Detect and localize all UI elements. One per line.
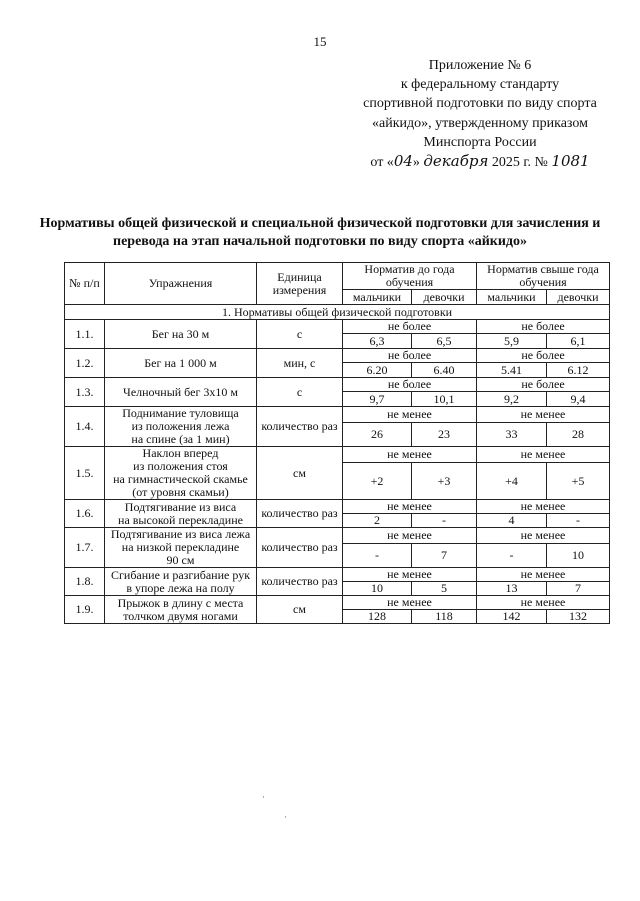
row-num: 1.3. [65,378,105,407]
row-exercise: Челночный бег 3х10 м [105,378,257,407]
row-value: 33 [477,423,547,447]
row-condition-first: не менее [343,528,477,544]
row-unit: с [257,378,343,407]
row-condition-first: не более [343,349,477,363]
page-number: 15 [313,34,327,49]
row-num: 1.6. [65,500,105,528]
row-value: 118 [412,610,477,624]
table-row [65,596,610,610]
row-num: 1.2. [65,349,105,378]
header-boys: мальчики [343,290,412,305]
appendix-line: к федеральному стандарту [400,77,560,93]
row-value: 10 [547,544,610,568]
row-exercise: Бег на 30 м [105,320,257,349]
table-row [65,407,610,423]
appendix-block [330,56,630,172]
scan-speck: · [284,812,287,822]
appendix-line: Приложение № 6 [428,58,532,73]
row-condition-first: не менее [343,447,477,463]
row-unit: мин, с [257,349,343,378]
row-unit: количество раз [257,568,343,596]
table-row [65,568,610,582]
row-value: - [412,514,477,528]
row-value: 7 [412,544,477,568]
row-value: 9,4 [547,392,610,407]
row-value: 6.12 [547,363,610,378]
row-condition-after: не более [477,378,610,392]
row-value: 5.41 [477,363,547,378]
row-value: 9,7 [343,392,412,407]
row-value: 5,9 [477,334,547,349]
row-unit: количество раз [257,407,343,447]
table-row [65,349,610,363]
date-year: 2025 г. № [491,155,548,171]
header-girls: девочки [412,290,477,305]
row-unit: количество раз [257,528,343,568]
row-value: +4 [477,463,547,500]
row-unit: см [257,596,343,624]
row-value: 23 [412,423,477,447]
row-value: 6.40 [412,363,477,378]
row-condition-first: не менее [343,568,477,582]
header-first-year: Норматив до года обучения [343,263,477,290]
row-num: 1.7. [65,528,105,568]
row-value: - [547,514,610,528]
row-num: 1.8. [65,568,105,596]
row-condition-first: не менее [343,407,477,423]
row-condition-after: не более [477,349,610,363]
row-value: 28 [547,423,610,447]
table-row [65,320,610,334]
row-condition-after: не менее [477,447,610,463]
row-exercise: Прыжок в длину с места толчком двумя ногами [105,596,257,624]
row-value: +5 [547,463,610,500]
table-row [65,528,610,544]
row-exercise: Подтягивание из виса на высокой перекладине [105,500,257,528]
header-num: № п/п [65,263,105,305]
header-unit: Единица измерения [257,263,343,305]
row-value: 6,1 [547,334,610,349]
row-value: 13 [477,582,547,596]
row-condition-after: не менее [477,500,610,514]
appendix-line: спортивной подготовки по виду спорта [363,96,597,112]
section-heading: 1. Нормативы общей физической подготовки [65,305,610,320]
row-value: 5 [412,582,477,596]
row-value: 10,1 [412,392,477,407]
row-value: +3 [412,463,477,500]
row-value: 6,3 [343,334,412,349]
row-value: 6,5 [412,334,477,349]
row-exercise: Подтягивание из виса лежа на низкой перекладине 90 см [105,528,257,568]
row-value: 26 [343,423,412,447]
order-number-handwritten: 1081 [551,152,590,171]
row-num: 1.5. [65,447,105,500]
row-value: 132 [547,610,610,624]
norms-table [64,262,610,624]
header-boys: мальчики [477,290,547,305]
row-value: 10 [343,582,412,596]
row-value: 128 [343,610,412,624]
row-exercise: Бег на 1 000 м [105,349,257,378]
row-num: 1.4. [65,407,105,447]
document-title: Нормативы общей физической и специальной физической подготовки для зачисления и перевода на этап начальной подготовки по виду спорта «айкидо» [39,216,601,249]
header-girls: девочки [547,290,610,305]
row-value: 4 [477,514,547,528]
row-value: 142 [477,610,547,624]
row-condition-first: не менее [343,596,477,610]
table-row [65,500,610,514]
row-condition-after: не менее [477,528,610,544]
row-condition-after: не менее [477,568,610,582]
row-condition-first: не менее [343,500,477,514]
row-value: - [343,544,412,568]
row-num: 1.9. [65,596,105,624]
row-value: 6.20 [343,363,412,378]
row-value: 2 [343,514,412,528]
appendix-line: «айкидо», утвержденному приказом [372,115,588,131]
row-exercise: Наклон вперед из положения стоя на гимнастической скамье (от уровня скамьи) [105,447,257,500]
row-value: 7 [547,582,610,596]
scan-speck: · [262,792,265,802]
row-unit: см [257,447,343,500]
header-after-year: Норматив свыше года обучения [477,263,610,290]
appendix-line: Минспорта России [423,134,537,150]
row-value: 9,2 [477,392,547,407]
row-value: - [477,544,547,568]
row-condition-first: не более [343,378,477,392]
date-mid: » [412,155,420,171]
date-day-handwritten: 04 [393,152,413,171]
row-condition-first: не более [343,320,477,334]
date-month-handwritten: декабря [423,152,489,171]
table-row [65,447,610,463]
row-value: +2 [343,463,412,500]
row-unit: количество раз [257,500,343,528]
date-prefix: от « [370,155,394,171]
header-exercise: Упражнения [105,263,257,305]
row-condition-after: не менее [477,407,610,423]
row-unit: с [257,320,343,349]
row-num: 1.1. [65,320,105,349]
row-exercise: Поднимание туловища из положения лежа на спине (за 1 мин) [105,407,257,447]
row-condition-after: не более [477,320,610,334]
row-condition-after: не менее [477,596,610,610]
appendix-date-line [330,152,630,172]
row-exercise: Сгибание и разгибание рук в упоре лежа на полу [105,568,257,596]
table-row [65,378,610,392]
